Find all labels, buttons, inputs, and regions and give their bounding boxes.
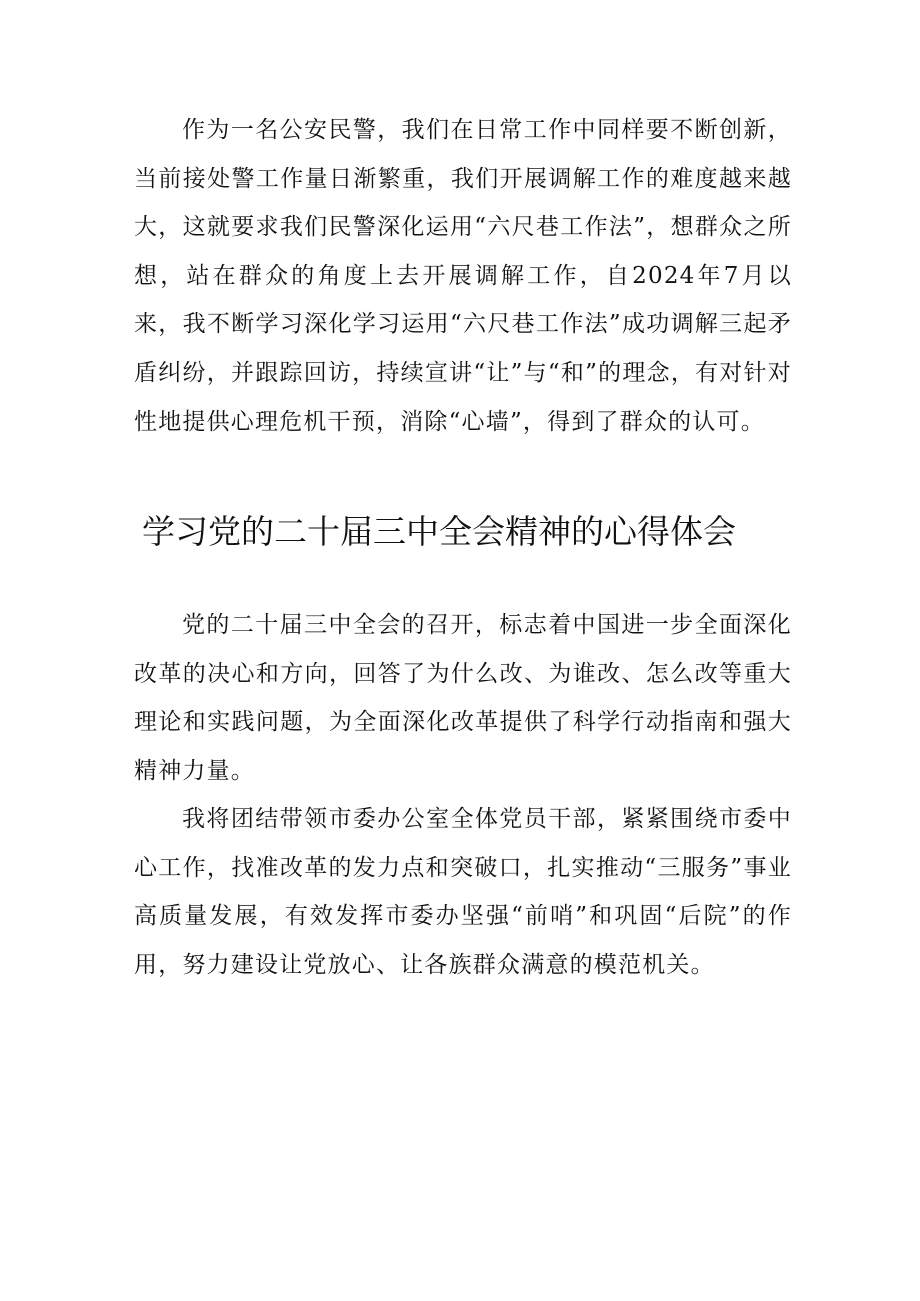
body-paragraph-police-mediation: 作为一名公安民警，我们在日常工作中同样要不断创新，当前接处警工作量日渐繁重，我们开展调解工作的难度越来越大，这就要求我们民警深化运用“六尺巷工作法”，想群众之所想，站在群众的角度上去开展调解工作，自2024年7月以来，我不断学习深化学习运用“六尺巷工作法”成功调解三起矛盾纠纷，并跟踪回访，持续宣讲“让”与“和”的理念，有对针对性地提供心理危机干预，消除“心墙”，得到了群众的认可。	[134, 117, 792, 435]
body-paragraph-plenum-significance: 党的二十届三中全会的召开，标志着中国进一步全面深化改革的决心和方向，回答了为什么改、为谁改、怎么改等重大理论和实践问题，为全面深化改革提供了科学行动指南和强大精神力量。	[134, 612, 792, 784]
body-paragraph-commitment: 我将团结带领市委办公室全体党员干部，紧紧围绕市委中心工作，找准改革的发力点和突破口，扎实推动“三服务”事业高质量发展，有效发挥市委办坚强“前哨”和巩固“后院”的作用，努力建设让党放心、让各族群众满意的模范机关。	[134, 806, 792, 978]
section-heading: 学习党的二十届三中全会精神的心得体会	[142, 512, 736, 551]
